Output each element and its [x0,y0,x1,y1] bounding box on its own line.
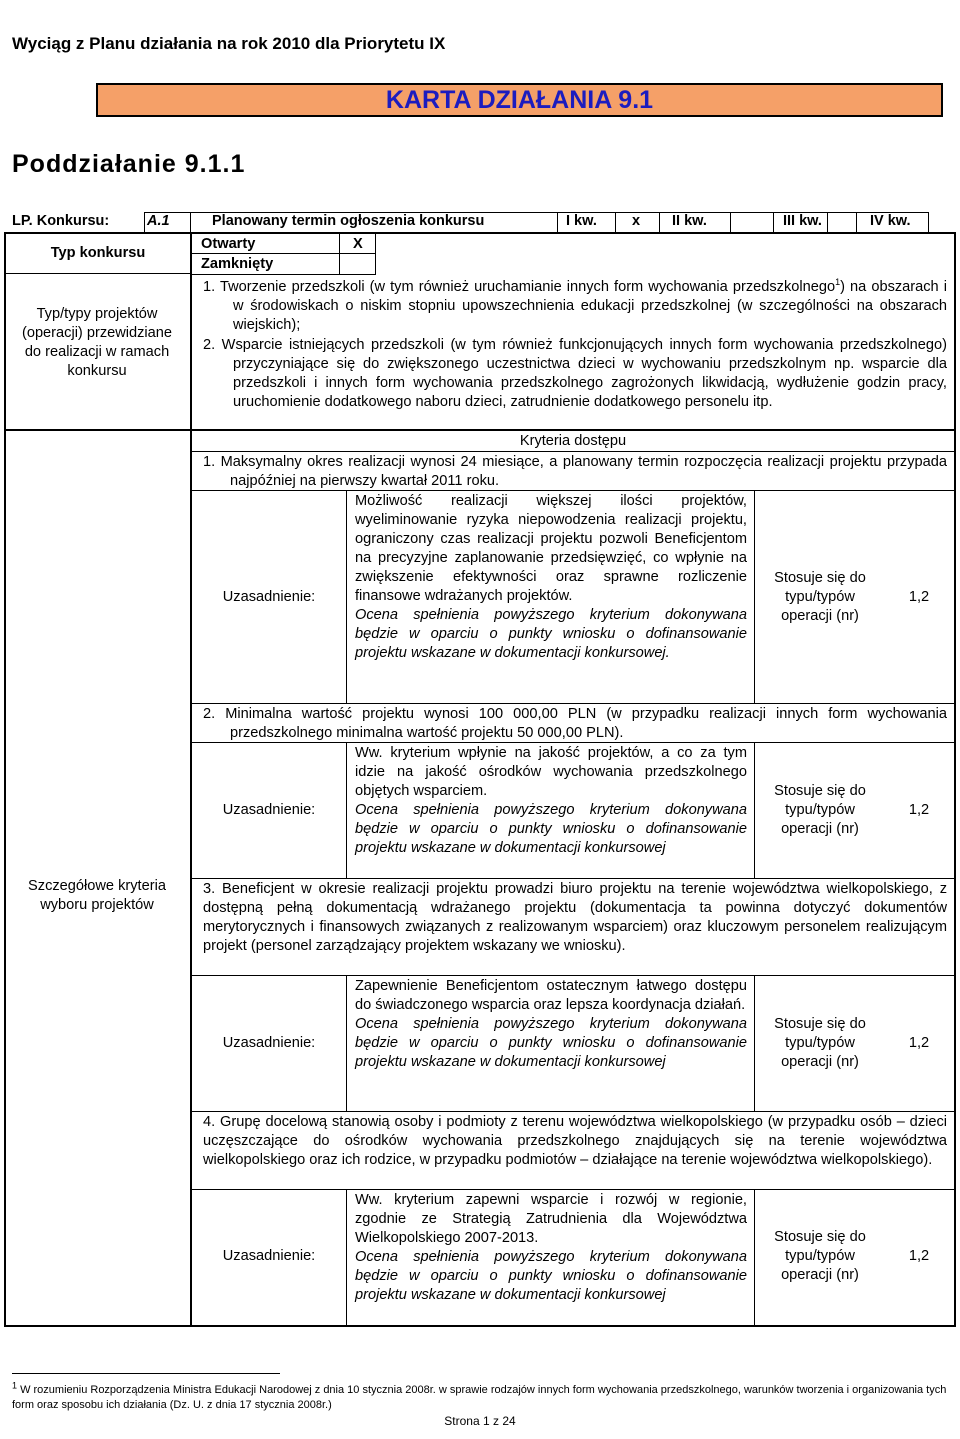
projekt-typ-1-text-a: 1. Tworzenie przedszkoli (w tym również uruchamianie innych form wychowania przedszkolnego [203,279,836,295]
page-number: Strona 1 z 24 [444,1414,516,1428]
termin-label: Planowany termin ogłoszenia konkursu [212,213,485,229]
otwarty-label: Otwarty [201,236,256,252]
divider [754,975,755,1112]
typ-konkursu-label: Typ konkursu [50,245,146,261]
quarter-2: II kw. [672,213,707,229]
divider [191,878,955,879]
ocena-text: Ocena spełnienia powyższego kryterium dokonywana będzie w oparciu o punkty wniosku o dofinansowanie projektu wskazane w dokumentacji konkursowej [355,802,747,856]
typy-value: 1,2 [908,1248,930,1264]
kryterium-4-text: 4. Grupę docelową stanowią osoby i podmioty z terenu województwa wielkopolskiego (w przypadku osób – dzieci uczęszczające do ośrodków wychowania przedszkolnego znajdujących się na terenie województwa wielkopolskiego oraz ich rodzice, w przypadku podmiotów – działające na terenie województwa wielkopolskiego). [203,1114,947,1168]
divider [856,212,857,233]
divider [730,212,731,233]
kryterium-2-uzasadnienie [355,744,747,858]
divider [773,212,774,233]
projekt-typ-1-text-b: ) na obszarach i w środowiskach o niskim stopniu upowszechnienia edukacji przedszkolnej (w szczególności na obszarach wiejskich); [233,279,947,333]
divider [191,253,376,254]
divider [615,212,616,233]
typy-value: 1,2 [908,802,930,818]
divider [928,212,929,233]
uzasadnienie-text: Ww. kryterium zapewni wsparcie i rozwój w regionie, zgodnie ze Strategią Zatrudnienia dla Województwa Wielkopolskiego 2007-2013. [355,1192,747,1246]
divider [754,1189,755,1326]
quarter-3: III kw. [783,213,822,229]
divider [191,451,955,452]
divider [191,1111,955,1112]
kryterium-4-uzasadnienie [355,1191,747,1305]
divider [4,429,956,431]
footnote-text: W rozumieniu Rozporządzenia Ministra Edukacji Narodowej z dnia 10 stycznia 2008r. w sprawie rodzajów innych form wychowania przedszkolnego, warunków tworzenia i organizowania tych form oraz sposobu ich działania (Dz. U. z dnia 17 stycznia 2008r.) [12,1384,947,1411]
uzasadnienie-label: Uzasadnienie: [222,589,316,605]
divider [191,274,376,275]
stosuje-label: Stosuje się do typu/typów operacji (nr) [774,1016,866,1070]
divider [144,212,928,213]
projekt-typ-2: 2. Wsparcie istniejących przedszkoli (w tym również funkcjonujących innych form wychowania przedszkolnego) przyczyniające się do zwiększonego uczestnictwa dzieci w wychowaniu przedszkolnym np. wsparcie dla przedszkoli i innych form wychowania przedszkolnego zagrożonych likwidacją, wydłużenie godzin pracy, uruchomienie dodatkowego naboru dzieci, zatrudnienie dodatkowego personelu itp. [203,337,947,410]
ocena-text: Ocena spełnienia powyższego kryterium dokonywana będzie w oparciu o punkty wniosku o dofinansowanie projektu wskazane w dokumentacji konkursowej [355,1249,747,1303]
typy-value: 1,2 [908,1035,930,1051]
uzasadnienie-text: Zapewnienie Beneficjentom ostatecznym łatwego dostępu do świadczonego wsparcia oraz lepsza koordynacja działań. [355,978,747,1013]
footnote-separator [12,1373,280,1374]
quarter-1: I kw. [566,213,597,229]
lp-label: LP. Konkursu: [12,213,110,229]
uzasadnienie-text: Ww. kryterium wpłynie na jakość projektów, a co za tym idzie na jakość ośrodków wychowania przedszkolnego objętych wsparciem. [355,745,747,799]
divider [191,975,955,976]
table-border [954,232,956,1326]
szczegolowe-kryteria-label: Szczegółowe kryteria wyboru projektów [28,878,166,913]
poddzialanie-title: Poddziałanie 9.1.1 [12,150,246,178]
kryteria-dostepu-heading: Kryteria dostępu [519,433,627,449]
divider [191,1189,955,1190]
divider [346,975,347,1112]
karta-dzialania-banner: KARTA DZIAŁANIA 9.1 [96,83,943,117]
divider [754,490,755,704]
table-border [4,232,6,1326]
divider [191,742,955,743]
divider [754,742,755,879]
stosuje-label: Stosuje się do typu/typów operacji (nr) [774,570,866,624]
lp-value: A.1 [147,213,170,229]
footnote-ref: 1 [835,277,841,288]
footnote-number: 1 [12,1380,18,1391]
divider [144,212,145,233]
kryterium-3-text: 3. Beneficjent w okresie realizacji projektu prowadzi biuro projektu na terenie województwa wielkopolskiego, z dostępną pełną dokumentacją wdrażanego projektu (dokumentacja ta powinna dotyczyć dokumentów merytorycznych i finansowych związanych z realizowanym wsparciem) oraz kluczowym personelem realizującym projekt (personel zarządzający projektem wskazany we wniosku). [203,881,947,954]
otwarty-mark: X [353,236,363,252]
quarter-4: IV kw. [870,213,911,229]
divider [339,233,340,274]
uzasadnienie-text: Możliwość realizacji większej ilości projektów, wyeliminowanie ryzyka niepowodzenia realizacji projektu, ograniczony czas realizacji projektu pozwoli Beneficjentom na precyzyjne zaplanowanie przedsięwzięć, co wpłynie na zwiększenie efektywności oraz sprawne rozliczenie finansowe wdrażanych projektów. [355,493,747,604]
divider [346,1189,347,1326]
divider [190,212,191,233]
kryterium-1-uzasadnienie [355,492,747,663]
kryterium-2-text: 2. Minimalna wartość projektu wynosi 100 000,00 PLN (w przypadku realizacji innych form wychowania przedszkolnego minimalna wartość projektu 50 000,00 PLN). [203,706,947,741]
divider [191,490,955,491]
stosuje-label: Stosuje się do typu/typów operacji (nr) [774,1229,866,1283]
stosuje-label: Stosuje się do typu/typów operacji (nr) [774,783,866,837]
ocena-text: Ocena spełnienia powyższego kryterium dokonywana będzie w oparciu o punkty wniosku o dofinansowanie projektu wskazane w dokumentacji konkursowej [355,1016,747,1070]
divider [659,212,660,233]
zamkniety-label: Zamknięty [201,256,274,272]
document-title: Wyciąg z Planu działania na rok 2010 dla Priorytetu IX [12,34,446,53]
uzasadnienie-label: Uzasadnienie: [222,1248,316,1264]
divider [557,212,558,233]
projekt-typ-1 [203,278,947,335]
divider [4,273,192,274]
divider [346,490,347,704]
divider [4,232,955,234]
table-border [4,1325,956,1327]
divider [191,703,955,704]
divider [375,233,376,274]
uzasadnienie-label: Uzasadnienie: [222,802,316,818]
kryterium-1-text: 1. Maksymalny okres realizacji wynosi 24 miesiące, a planowany termin rozpoczęcia realizacji projektu przypada najpóźniej na pierwszy kwartał 2011 roku. [203,454,947,489]
ocena-text: Ocena spełnienia powyższego kryterium dokonywana będzie w oparciu o punkty wniosku o dofinansowanie projektu wskazane w dokumentacji konkursowej. [355,607,747,661]
divider [827,212,828,233]
table-border [190,232,192,1326]
divider [346,742,347,879]
kryterium-3-uzasadnienie [355,977,747,1072]
uzasadnienie-label: Uzasadnienie: [222,1035,316,1051]
footnote [12,1380,948,1413]
quarter-1-mark: x [632,213,641,229]
typy-projektow-label: Typ/typy projektów (operacji) przewidziane do realizacji w ramach konkursu [21,306,173,379]
typy-value: 1,2 [908,589,930,605]
